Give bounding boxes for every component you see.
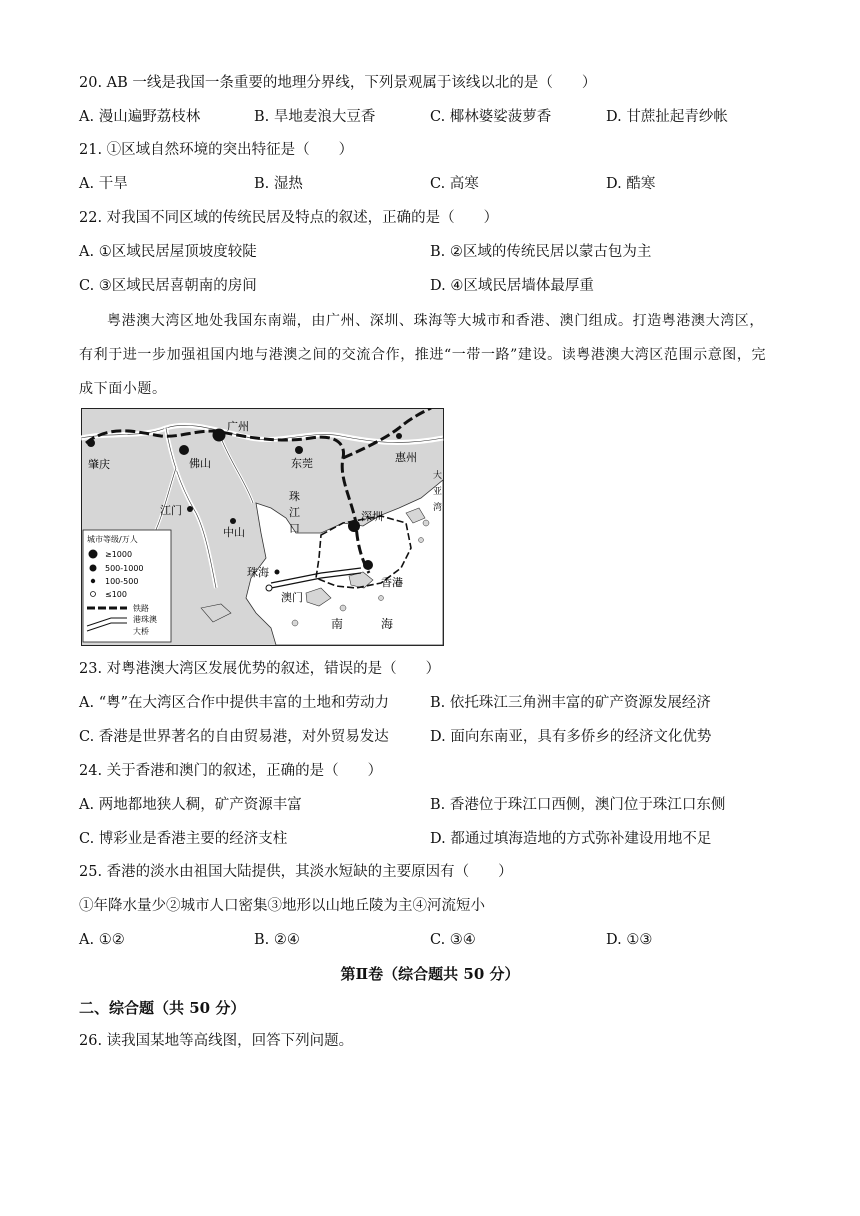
legend-level-3: 100-500 [105,577,139,586]
legend-level-4: ≤100 [105,590,127,599]
dongguan-dot [295,446,303,454]
jiangmen-dot [187,506,193,512]
q25-option-c[interactable]: C. ③④ [430,932,476,948]
q22-stem: 22. 对我国不同区域的传统民居及特点的叙述，正确的是（ ） [79,210,499,226]
q24-option-b[interactable]: B. 香港位于珠江口西侧，澳门位于珠江口东侧 [430,797,726,813]
q21-option-a[interactable]: A. 干旱 [79,176,128,192]
label-daya-1: 大 [433,471,443,481]
q20-option-a[interactable]: A. 漫山遍野荔枝林 [79,109,201,125]
foshan-dot [179,445,189,455]
label-estuary-3: 口 [289,522,300,535]
label-south-sea-2: 海 [381,617,394,631]
q20-option-d[interactable]: D. 甘蔗扯起青纱帐 [606,109,728,125]
q25-option-d[interactable]: D. ①③ [606,932,653,948]
label-daya-3: 湾 [433,503,443,513]
huizhou-dot [396,433,402,439]
q25-statements: ①年降水量少②城市人口密集③地形以山地丘陵为主④河流短小 [79,898,485,914]
section-2-title: 第Ⅱ卷（综合题共 50 分） [340,965,520,983]
legend-level-2: 500-1000 [105,564,144,573]
q23-option-a[interactable]: A. “粤”在大湾区合作中提供丰富的土地和劳动力 [79,695,390,711]
label-hongkong: 香港 [381,576,403,589]
q21-stem: 21. ①区域自然环境的突出特征是（ ） [79,142,354,158]
macau-dot [266,585,272,591]
legend-title: 城市等级/万人 [87,535,138,544]
zhongshan-dot [230,518,236,524]
legend-railway: 铁路 [133,604,149,613]
label-zhaoqing: 肇庆 [88,458,110,471]
q22-option-d[interactable]: D. ④区域民居墙体最厚重 [430,278,594,294]
label-shenzhen: 深圳 [361,510,383,523]
label-south-sea-1: 南 [331,617,344,631]
label-guangzhou: 广州 [227,420,249,433]
passage [79,304,784,406]
part-2-title: 二、综合题（共 50 分） [79,999,246,1017]
q24-option-c[interactable]: C. 博彩业是香港主要的经济支柱 [79,831,288,847]
shenzhen-dot [348,520,360,532]
greater-bay-area-map [81,408,444,646]
passage-line-3: 成下面小题。 [79,381,167,397]
label-estuary-1: 珠 [289,490,300,503]
q24-option-d[interactable]: D. 都通过填海造地的方式弥补建设用地不足 [430,831,712,847]
label-macau: 澳门 [281,591,303,604]
label-zhongshan: 中山 [223,526,245,539]
q22-option-a[interactable]: A. ①区域民居屋顶坡度较陡 [79,244,257,260]
passage-line-2: 有利于进一步加强祖国内地与港澳之间的交流合作，推进“一带一路”建设。读粤港澳大湾区范围示意图，完 [79,347,767,363]
map-legend [83,530,171,642]
label-foshan: 佛山 [189,457,211,470]
label-daya-2: 亚 [433,487,443,497]
q24-stem: 24. 关于香港和澳门的叙述，正确的是（ ） [79,763,383,779]
q24-option-a[interactable]: A. 两地都地狭人稠，矿产资源丰富 [79,797,302,813]
q23-option-d[interactable]: D. 面向东南亚，具有多侨乡的经济文化优势 [430,729,712,745]
label-estuary-2: 江 [289,506,300,519]
label-dongguan: 东莞 [291,457,313,470]
q25-option-b[interactable]: B. ②④ [254,932,300,948]
q20-option-c[interactable]: C. 椰林婆娑菠萝香 [430,109,552,125]
label-zhuhai: 珠海 [247,566,269,579]
zhaoqing-dot [87,439,95,447]
q20-stem: 20. AB 一线是我国一条重要的地理分界线，下列景观属于该线以北的是（ ） [79,75,597,91]
q22-option-c[interactable]: C. ③区域民居喜朝南的房间 [79,278,257,294]
q26-stem: 26. 读我国某地等高线图，回答下列问题。 [79,1033,354,1049]
q21-option-b[interactable]: B. 湿热 [254,176,303,192]
q20-option-b[interactable]: B. 旱地麦浪大豆香 [254,109,376,125]
label-jiangmen: 江门 [160,504,182,517]
passage-line-1: 粤港澳大湾区地处我国东南端，由广州、深圳、珠海等大城市和香港、澳门组成。打造粤港澳大湾区， [107,313,764,329]
legend-bridge-1: 港珠澳 [133,615,157,624]
q22-option-b[interactable]: B. ②区域的传统民居以蒙古包为主 [430,244,652,260]
q21-option-c[interactable]: C. 高寒 [430,176,479,192]
q23-stem: 23. 对粤港澳大湾区发展优势的叙述，错误的是（ ） [79,661,441,677]
hongkong-dot [363,560,373,570]
guangzhou-dot [213,429,226,442]
label-huizhou: 惠州 [395,451,417,464]
q23-option-b[interactable]: B. 依托珠江三角洲丰富的矿产资源发展经济 [430,695,711,711]
zhuhai-dot [275,570,280,575]
q23-option-c[interactable]: C. 香港是世界著名的自由贸易港，对外贸易发达 [79,729,389,745]
q25-stem: 25. 香港的淡水由祖国大陆提供，其淡水短缺的主要原因有（ ） [79,864,513,880]
q21-option-d[interactable]: D. 酷寒 [606,176,656,192]
q25-option-a[interactable]: A. ①② [79,932,125,948]
legend-bridge-2: 大桥 [133,627,149,636]
legend-level-1: ≥1000 [105,550,133,559]
